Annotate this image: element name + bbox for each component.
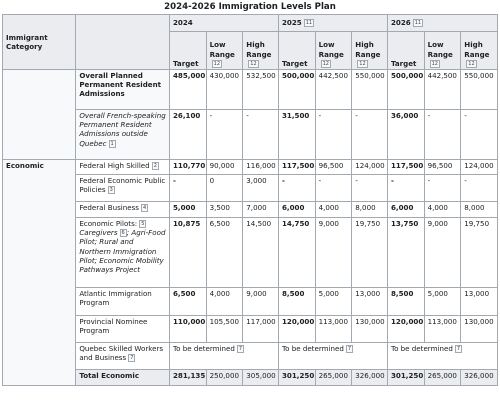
cell-target: 13,750 (387, 218, 424, 288)
row-label: Provincial Nominee Program (76, 316, 170, 343)
table-row-total-economic (3, 370, 498, 386)
header-low-range: Low Range12 (315, 32, 352, 70)
cell-high: 3,000 (243, 175, 279, 202)
cell-low: - (206, 110, 243, 160)
cell-target: 301,250 (278, 370, 315, 386)
cell-low: - (315, 175, 352, 202)
cell-low: 9,000 (424, 218, 461, 288)
cell-target: 10,875 (169, 218, 206, 288)
reference-link[interactable]: 12 (250, 60, 257, 67)
cell-low: 90,000 (206, 160, 243, 175)
cell-tbd: To be determined 7 (387, 343, 497, 370)
header-target: Target (169, 32, 206, 70)
cell-high: 532,500 (243, 70, 279, 110)
row-label: Federal Economic Public Policies 3 (76, 175, 170, 202)
cell-target: - (169, 175, 206, 202)
cell-high: 7,000 (243, 202, 279, 218)
cell-target: 26,100 (169, 110, 206, 160)
header-year-2024: 2024 (169, 15, 278, 32)
header-low-range: Low Range12 (206, 32, 243, 70)
cell-high: 116,000 (243, 160, 279, 175)
cell-high: 14,500 (243, 218, 279, 288)
cell-target: 5,000 (169, 202, 206, 218)
cell-high: 305,000 (243, 370, 279, 386)
cell-low: 96,500 (315, 160, 352, 175)
category-cell-empty (3, 70, 76, 160)
cell-low: 113,000 (315, 316, 352, 343)
cell-low: 442,500 (424, 70, 461, 110)
cell-tbd: To be determined 7 (169, 343, 278, 370)
table-row (3, 316, 498, 343)
cell-low: 5,000 (424, 288, 461, 316)
cell-target: 485,000 (169, 70, 206, 110)
reference-link[interactable]: 1 (110, 140, 114, 147)
reference-link[interactable]: 6 (121, 230, 125, 237)
header-high-range: High Range12 (352, 32, 388, 70)
cell-low: 9,000 (315, 218, 352, 288)
table-caption: 2024-2026 Immigration Levels Plan (164, 2, 336, 12)
row-label: Economic Pilots: 5 Caregivers 6 ; Agri-Food Pilot; Rural and Northern Immigration Pilot; Economic Mobility Pathways Project (76, 218, 170, 288)
row-label: Overall French-speaking Permanent Resident Admissions outside Quebec 1 (76, 110, 170, 160)
cell-high: 326,000 (461, 370, 498, 386)
cell-target: 6,000 (278, 202, 315, 218)
cell-target: 117,500 (278, 160, 315, 175)
cell-high: 326,000 (352, 370, 388, 386)
cell-target: 500,000 (387, 70, 424, 110)
header-high-range: High Range12 (243, 32, 279, 70)
table-row (3, 175, 498, 202)
cell-high: 130,000 (352, 316, 388, 343)
reference-link[interactable]: 11 (305, 20, 313, 27)
cell-high: - (352, 110, 388, 160)
table-row-quebec (3, 343, 498, 370)
cell-low: 4,000 (206, 288, 243, 316)
header-target: Target (387, 32, 424, 70)
cell-high: 19,750 (461, 218, 498, 288)
header-year-2026: 2026 11 (387, 15, 497, 32)
header-target: Target (278, 32, 315, 70)
cell-high: 130,000 (461, 316, 498, 343)
reference-link[interactable]: 2 (153, 163, 157, 169)
row-label: Federal High Skilled 2 (76, 160, 170, 175)
table-row-overall (3, 70, 498, 110)
table-row (3, 160, 498, 175)
reference-link[interactable]: 4 (143, 205, 147, 211)
cell-target: 6,000 (387, 202, 424, 218)
cell-target: 301,250 (387, 370, 424, 386)
cell-target: - (278, 175, 315, 202)
reference-link[interactable]: 7 (456, 346, 461, 352)
cell-low: 430,000 (206, 70, 243, 110)
cell-low: 105,500 (206, 316, 243, 343)
cell-high: 550,000 (352, 70, 388, 110)
cell-target: - (387, 175, 424, 202)
header-high-range: High Range12 (461, 32, 498, 70)
reference-link[interactable]: 7 (238, 346, 243, 352)
immigration-levels-table-container (2, 0, 498, 386)
reference-link[interactable]: 7 (347, 346, 352, 352)
reference-link[interactable]: 12 (322, 60, 329, 67)
cell-target: 36,000 (387, 110, 424, 160)
row-label: Federal Business 4 (76, 202, 170, 218)
cell-low: 5,000 (315, 288, 352, 316)
reference-link[interactable]: 5 (141, 221, 145, 227)
cell-target: 281,135 (169, 370, 206, 386)
cell-target: 6,500 (169, 288, 206, 316)
reference-link[interactable]: 12 (359, 60, 366, 67)
cell-low: 4,000 (315, 202, 352, 218)
cell-high: 124,000 (461, 160, 498, 175)
cell-low: 265,000 (424, 370, 461, 386)
cell-target: 14,750 (278, 218, 315, 288)
cell-high: 13,000 (461, 288, 498, 316)
header-year-2025: 2025 11 (278, 15, 387, 32)
reference-link[interactable]: 3 (109, 187, 113, 194)
table-row (3, 218, 498, 288)
cell-target: 8,500 (387, 288, 424, 316)
cell-low: - (424, 175, 461, 202)
cell-target: 8,500 (278, 288, 315, 316)
cell-high: - (461, 175, 498, 202)
cell-low: 3,500 (206, 202, 243, 218)
cell-high: 8,000 (461, 202, 498, 218)
cell-low: 4,000 (424, 202, 461, 218)
cell-high: 550,000 (461, 70, 498, 110)
cell-target: 120,000 (387, 316, 424, 343)
table-row (3, 202, 498, 218)
cell-low: 250,000 (206, 370, 243, 386)
header-blank (76, 15, 170, 70)
cell-high: - (352, 175, 388, 202)
cell-target: 110,770 (169, 160, 206, 175)
immigration-levels-table (2, 14, 498, 386)
cell-low: - (315, 110, 352, 160)
cell-high: - (461, 110, 498, 160)
cell-high: 13,000 (352, 288, 388, 316)
header-low-range: Low Range12 (424, 32, 461, 70)
cell-target: 110,000 (169, 316, 206, 343)
cell-target: 120,000 (278, 316, 315, 343)
header-immigrant-category: Immigrant Category (3, 15, 76, 70)
reference-link[interactable]: 11 (414, 20, 422, 27)
reference-link[interactable]: 12 (468, 60, 475, 67)
cell-low: 96,500 (424, 160, 461, 175)
reference-link[interactable]: 7 (130, 355, 134, 362)
reference-link[interactable]: 12 (431, 60, 438, 67)
cell-high: - (243, 110, 279, 160)
cell-low: 442,500 (315, 70, 352, 110)
cell-low: 113,000 (424, 316, 461, 343)
reference-link[interactable]: 12 (213, 60, 221, 67)
cell-high: 124,000 (352, 160, 388, 175)
category-economic: Economic (3, 160, 76, 386)
cell-low: 265,000 (315, 370, 352, 386)
row-label: Quebec Skilled Workers and Business 7 (76, 343, 170, 370)
cell-target: 31,500 (278, 110, 315, 160)
table-row (3, 288, 498, 316)
cell-high: 117,000 (243, 316, 279, 343)
cell-high: 8,000 (352, 202, 388, 218)
cell-low: 0 (206, 175, 243, 202)
row-label: Atlantic Immigration Program (76, 288, 170, 316)
cell-tbd: To be determined 7 (278, 343, 387, 370)
cell-high: 19,750 (352, 218, 388, 288)
table-row-french-speaking (3, 110, 498, 160)
row-label: Overall Planned Permanent Resident Admissions (76, 70, 170, 110)
row-label: Total Economic (76, 370, 170, 386)
cell-target: 500,000 (278, 70, 315, 110)
cell-high: 9,000 (243, 288, 279, 316)
cell-low: 6,500 (206, 218, 243, 288)
cell-target: 117,500 (387, 160, 424, 175)
cell-low: - (424, 110, 461, 160)
